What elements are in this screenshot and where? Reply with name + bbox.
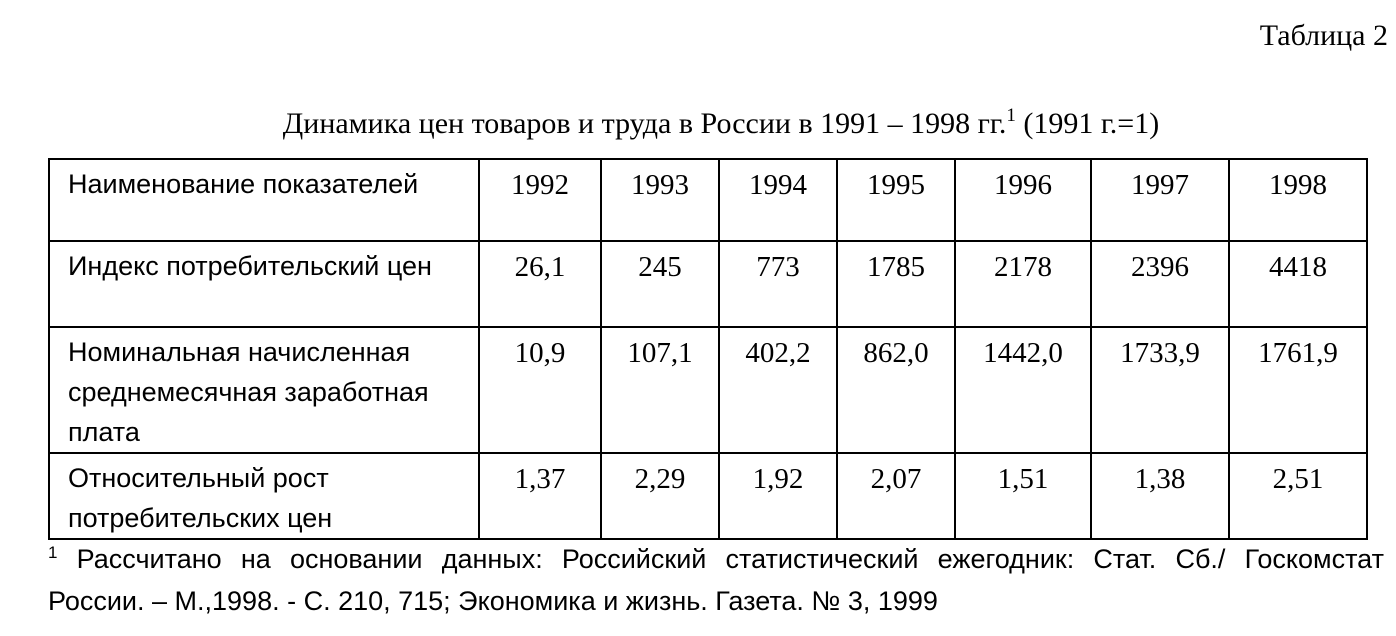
header-year-cell: 1997 [1091, 159, 1229, 241]
table-row-relative-growth [49, 453, 1367, 539]
value-cell: 1,37 [479, 453, 601, 539]
value-cell: 2,07 [837, 453, 955, 539]
header-year-cell: 1996 [955, 159, 1091, 241]
value-cell: 1442,0 [955, 327, 1091, 453]
table-row-cpi [49, 241, 1367, 327]
value-cell: 107,1 [601, 327, 719, 453]
header-label-cell: Наименование показателей [49, 159, 479, 241]
row-label-cell: Индекс потребительский цен [49, 241, 479, 327]
value-cell: 4418 [1229, 241, 1367, 327]
value-cell: 245 [601, 241, 719, 327]
value-cell: 2178 [955, 241, 1091, 327]
header-year-cell: 1998 [1229, 159, 1367, 241]
footnote-line-1 [48, 538, 1384, 580]
value-cell: 2396 [1091, 241, 1229, 327]
value-cell: 1,51 [955, 453, 1091, 539]
title-text: Динамика цен товаров и труда в России в 1991 – 1998 гг. [282, 107, 1007, 140]
table-label: Таблица 2 [1259, 19, 1388, 52]
footnote [48, 538, 1384, 622]
title-base-note: (1991 г.=1) [1023, 107, 1160, 140]
value-cell: 862,0 [837, 327, 955, 453]
value-cell: 2,51 [1229, 453, 1367, 539]
value-cell: 773 [719, 241, 837, 327]
value-cell: 26,1 [479, 241, 601, 327]
price-dynamics-table [48, 158, 1368, 540]
value-cell: 1785 [837, 241, 955, 327]
table-header-row [49, 159, 1367, 241]
value-cell: 1,38 [1091, 453, 1229, 539]
footnote-line-2: России. – М.,1998. - С. 210, 715; Экономика и жизнь. Газета. № 3, 1999 [48, 586, 938, 616]
row-label-cell: Относительный рост потребительских цен [49, 453, 479, 539]
header-year-cell: 1995 [837, 159, 955, 241]
table-row-wage [49, 327, 1367, 453]
footnote-line-1-text: Рассчитано на основании данных: Российский статистический ежегодник: Стат. Сб./ Госкомстат [76, 544, 1384, 574]
value-cell: 10,9 [479, 327, 601, 453]
title-footnote-mark: 1 [1006, 105, 1016, 126]
table-title [0, 104, 1396, 144]
value-cell: 1,92 [719, 453, 837, 539]
value-cell: 1733,9 [1091, 327, 1229, 453]
value-cell: 402,2 [719, 327, 837, 453]
row-label-cell: Номинальная начисленная среднемесячная заработная плата [49, 327, 479, 453]
value-cell: 2,29 [601, 453, 719, 539]
header-year-cell: 1994 [719, 159, 837, 241]
footnote-mark: 1 [48, 543, 58, 562]
value-cell: 1761,9 [1229, 327, 1367, 453]
header-year-cell: 1992 [479, 159, 601, 241]
header-year-cell: 1993 [601, 159, 719, 241]
